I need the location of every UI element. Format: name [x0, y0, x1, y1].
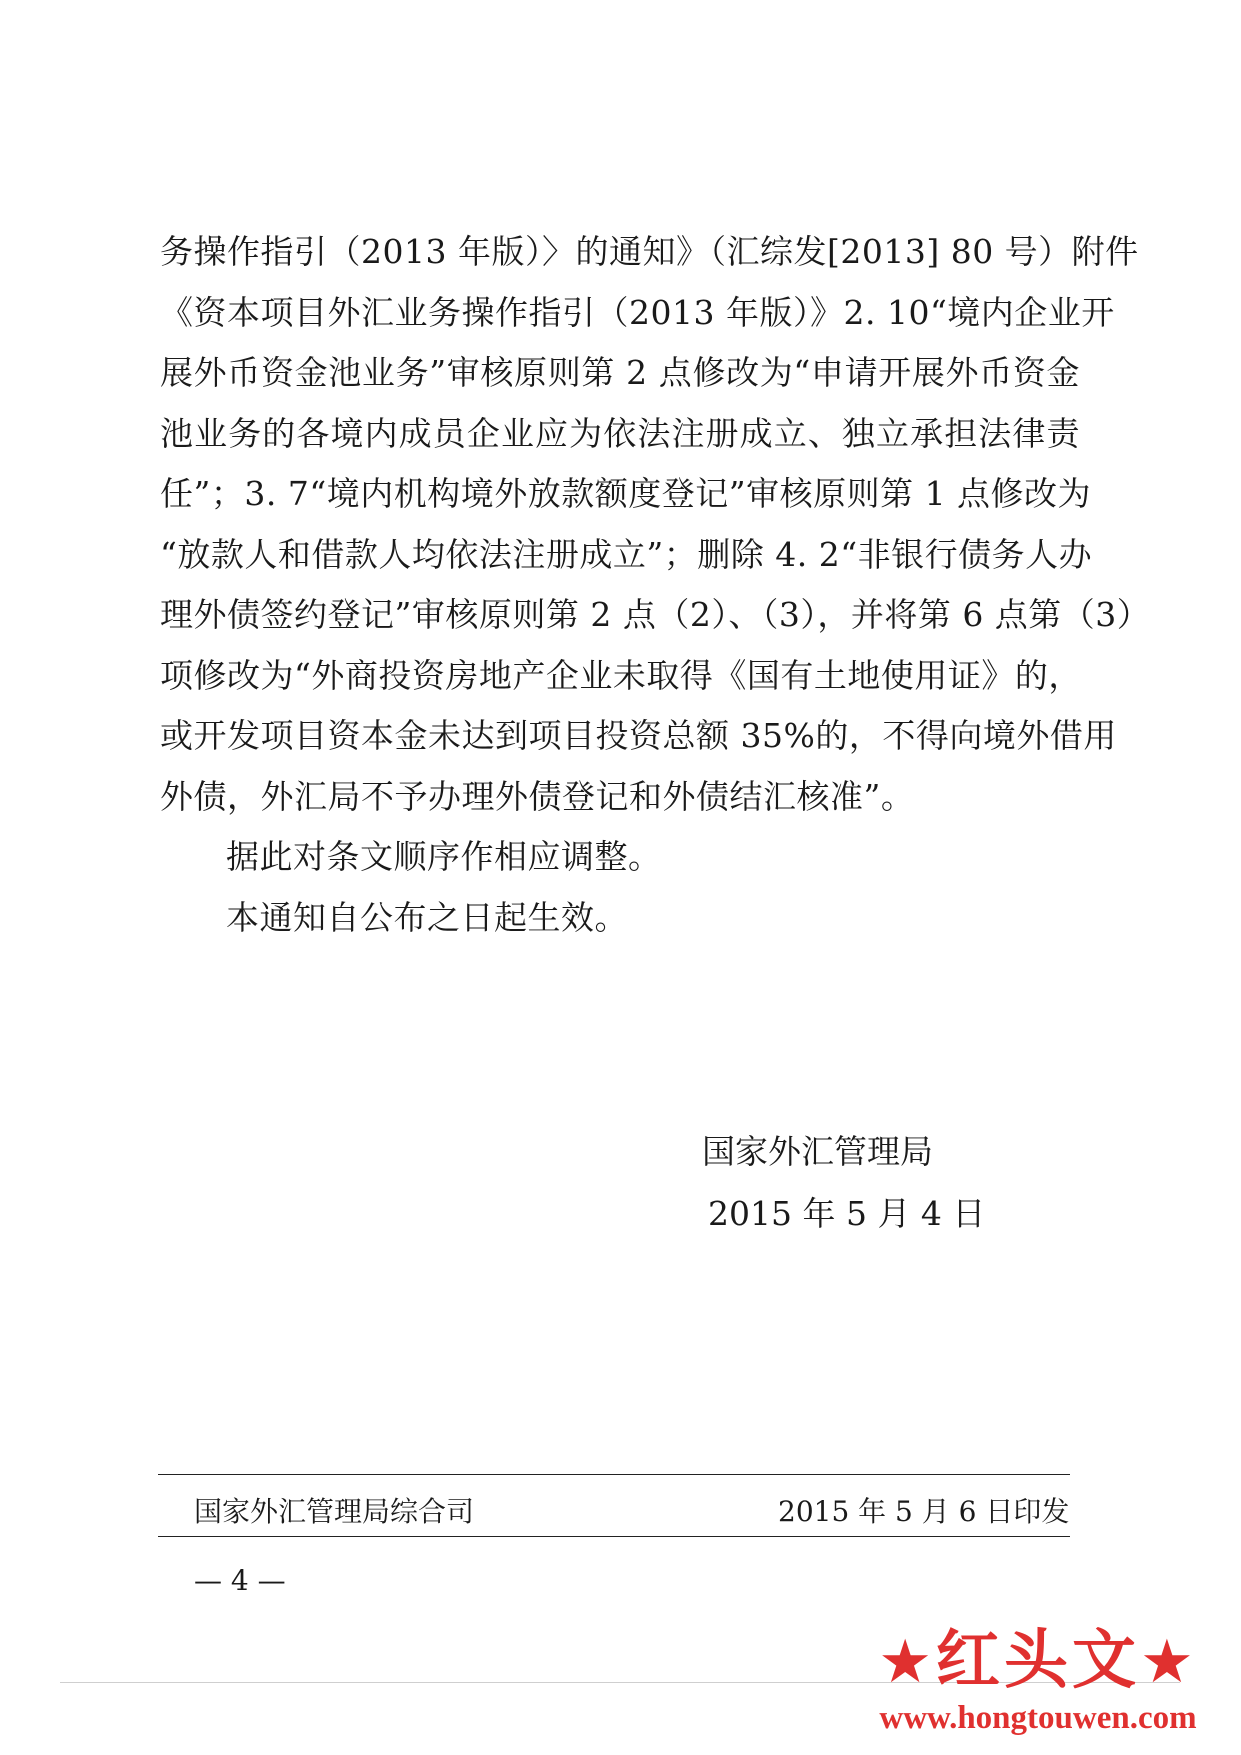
body-line-5: 任”；3. 7“境内机构境外放款额度登记”审核原则第 1 点修改为 [160, 474, 1092, 513]
star-icon: ★ [878, 1627, 936, 1697]
watermark-url: www.hongtouwen.com [879, 1700, 1197, 1736]
footer-issuer: 国家外汇管理局综合司 [194, 1495, 475, 1528]
watermark-title: 红头文 [936, 1623, 1140, 1698]
body-line-8: 项修改为“外商投资房地产企业未取得《国有土地使用证》的， [160, 655, 1082, 695]
watermark-title-row [858, 1625, 1218, 1698]
paragraph-reorder: 据此对条文顺序作相应调整。 [226, 837, 662, 876]
star-icon: ★ [1140, 1627, 1198, 1697]
footer-rule-bottom [158, 1536, 1070, 1537]
body-line-10: 外债，外汇局不予办理外债登记和外债结汇核准”。 [160, 776, 915, 816]
body-line-6: “放款人和借款人均依法注册成立”；删除 4. 2“非银行债务人办 [160, 534, 1093, 574]
body-line-4: 池业务的各境内成员企业应为依法注册成立、独立承担法律责 [160, 413, 1080, 453]
footer-rule-top [158, 1474, 1070, 1475]
body-line-7: 理外债签约登记”审核原则第 2 点（2）、（3），并将第 6 点第（3） [160, 595, 1151, 634]
page-number: — 4 — [194, 1564, 286, 1597]
watermark-logo [858, 1625, 1218, 1738]
body-line-3: 展外币资金池业务”审核原则第 2 点修改为“申请开展外币资金 [160, 353, 1080, 392]
paragraph-effective: 本通知自公布之日起生效。 [226, 897, 628, 937]
signature-org: 国家外汇管理局 [702, 1132, 933, 1171]
body-text [160, 222, 1151, 948]
body-line-9: 或开发项目资本金未达到项目投资总额 35%的，不得向境外借用 [160, 716, 1117, 755]
body-line-1: 务操作指引（2013 年版）〉的通知》（汇综发[2013] 80 号）附件 [160, 232, 1139, 271]
footer-issue-date: 2015 年 5 月 6 日印发 [778, 1495, 1070, 1528]
signature-date: 2015 年 5 月 4 日 [708, 1194, 986, 1233]
body-line-2: 《资本项目外汇业务操作指引（2013 年版）》2. 10“境内企业开 [160, 292, 1115, 332]
